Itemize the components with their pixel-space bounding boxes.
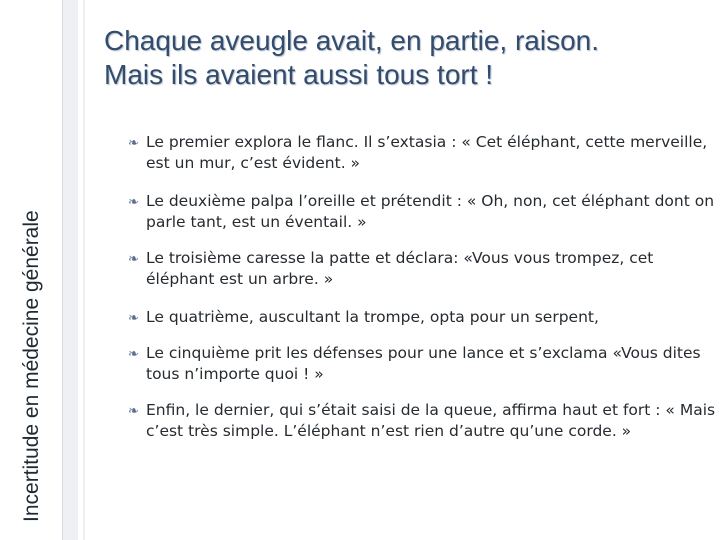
slide-border-inner xyxy=(78,0,83,540)
leaf-bullet-icon: ❧ xyxy=(128,311,139,326)
title-line-1: Chaque aveugle avait, en partie, raison. xyxy=(104,25,599,56)
leaf-bullet-icon: ❧ xyxy=(128,136,139,151)
list-item xyxy=(128,343,718,385)
bullet-text: Le deuxième palpa l’oreille et prétendit : « Oh, non, cet éléphant dont on parle tant, est un éventail. » xyxy=(146,192,715,231)
list-item xyxy=(128,191,718,233)
list-item xyxy=(128,132,718,174)
bullet-text: Le quatrième, auscultant la trompe, opta pour un serpent, xyxy=(146,308,599,326)
bullet-list xyxy=(128,132,718,442)
title-line-2: Mais ils avaient aussi tous tort ! xyxy=(104,59,494,90)
vertical-section-title xyxy=(12,168,52,540)
bullet-text: Enfin, le dernier, qui s’était saisi de la queue, affirma haut et fort : « Mais c’est très simple. L’éléphant n’est rien d’autre qu’une corde. » xyxy=(146,401,716,440)
bullet-text: Le premier explora le flanc. Il s’extasia : « Cet éléphant, cette merveille, est un mur, c’est évident. » xyxy=(146,133,708,172)
leaf-bullet-icon: ❧ xyxy=(128,347,139,362)
bullet-text: Le troisième caresse la patte et déclara: «Vous vous trompez, cet éléphant est un arbre. » xyxy=(146,249,654,288)
leaf-bullet-icon: ❧ xyxy=(128,195,139,210)
list-item xyxy=(128,248,718,290)
bullet-text: Le cinquième prit les défenses pour une lance et s’exclama «Vous dites tous n’importe quoi ! » xyxy=(146,344,701,383)
leaf-bullet-icon: ❧ xyxy=(128,404,139,419)
vertical-title-text: Incertitude en médecine générale xyxy=(20,210,43,522)
leaf-bullet-icon: ❧ xyxy=(128,252,139,267)
list-item xyxy=(128,400,718,442)
list-item xyxy=(128,307,718,328)
slide-title xyxy=(104,24,716,92)
